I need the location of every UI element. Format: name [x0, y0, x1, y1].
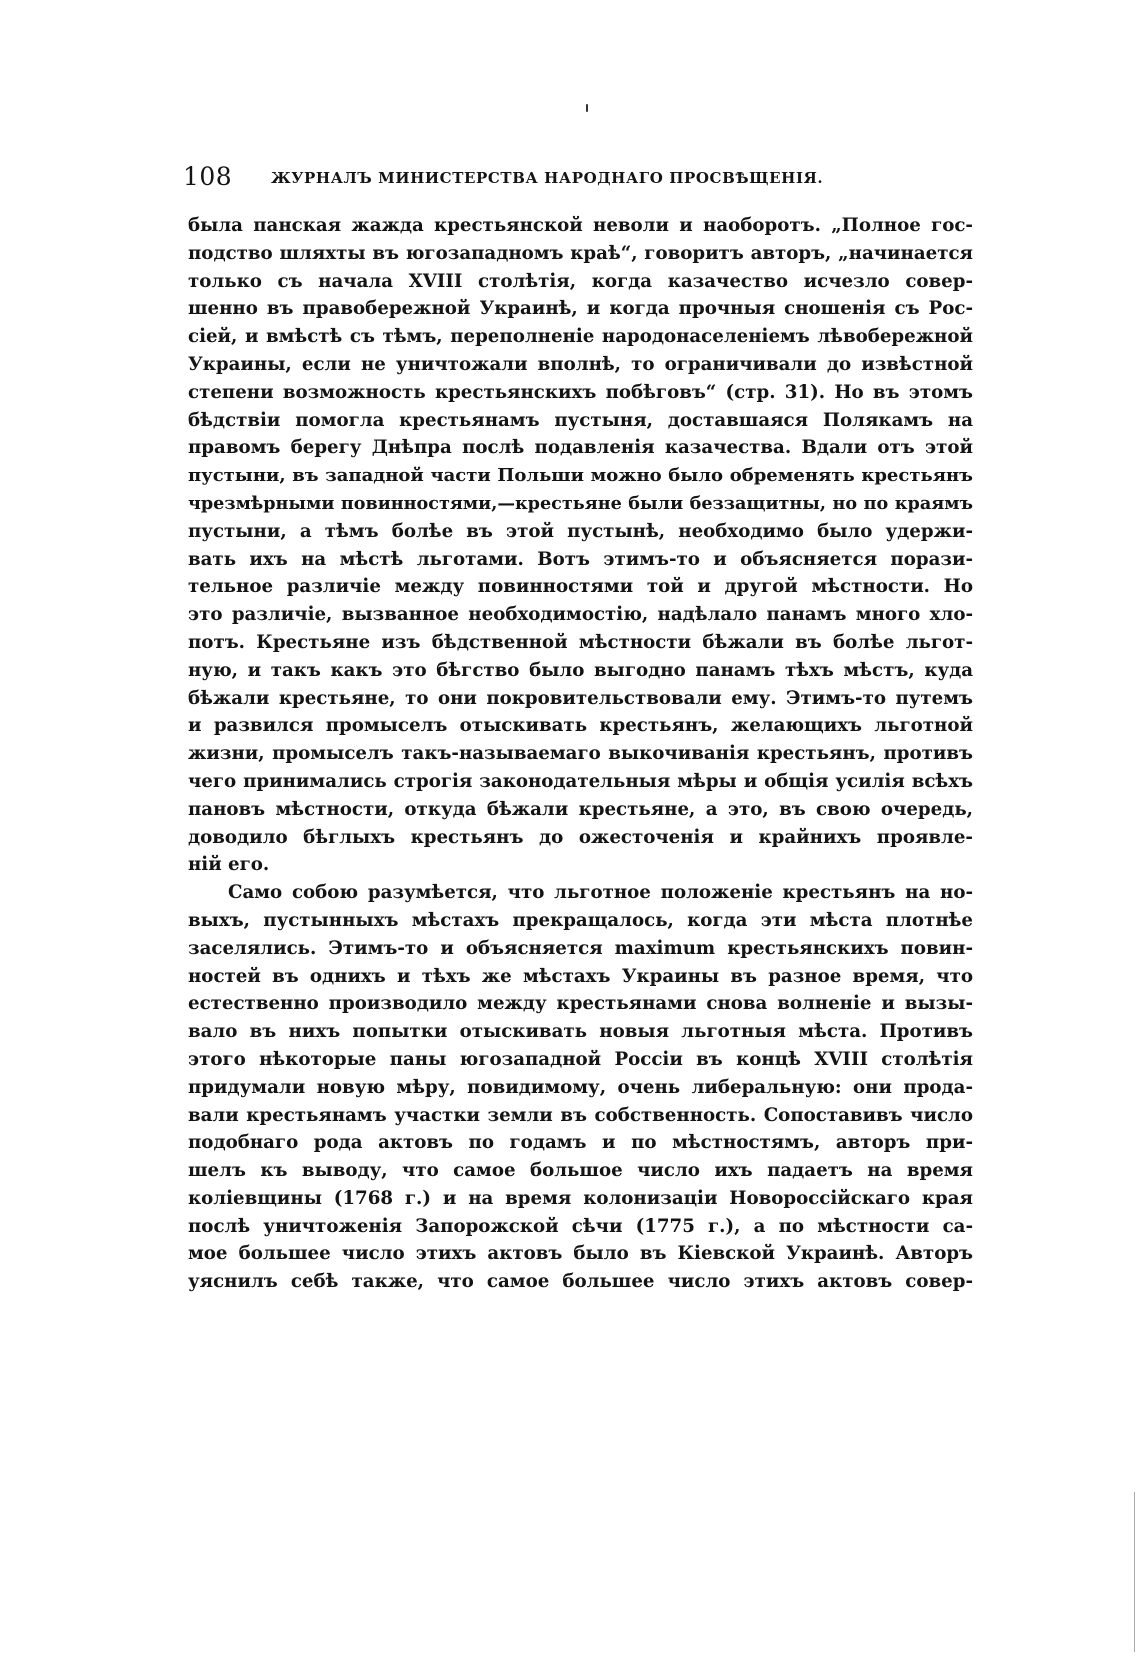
- page-number: 108: [183, 162, 233, 191]
- text-line: ній его.: [188, 854, 270, 876]
- paragraph-2: [188, 879, 973, 1296]
- text-line: вали крестьянамъ участки земли въ собственность. Сопоставивъ число: [188, 1104, 973, 1126]
- text-line: шелъ къ выводу, что самое большое число ихъ падаетъ на время: [188, 1160, 973, 1182]
- text-line: это различіе, вызванное необходимостію, надѣлало панамъ много хло-: [188, 604, 973, 626]
- text-line: пустыни, а тѣмъ болѣе въ этой пустынѣ, необходимо было удержи-: [188, 520, 973, 542]
- text-line: Украины, если не уничтожали вполнѣ, то ограничивали до извѣстной: [188, 353, 973, 375]
- text-line: только съ начала XVIII столѣтія, когда казачество исчезло совер-: [188, 270, 973, 292]
- text-line: мое большее число этихъ актовъ было въ Кіевской Украинѣ. Авторъ: [188, 1243, 973, 1265]
- page-header: [183, 162, 983, 202]
- text-line: вать ихъ на мѣстѣ льготами. Вотъ этимъ-то и объясняется порази-: [188, 548, 973, 570]
- text-line: естественно производило между крестьянами снова волненіе и вызы-: [188, 993, 973, 1015]
- text-line: придумали новую мѣру, повидимому, очень либеральную: они прода-: [188, 1076, 973, 1098]
- scan-edge-line: [1134, 1492, 1135, 1652]
- text-line: заселялись. Этимъ-то и объясняется maximum крестьянскихъ повин-: [188, 937, 973, 959]
- text-line: ностей въ однихъ и тѣхъ же мѣстахъ Украины въ разное время, что: [188, 965, 973, 987]
- text-line: пановъ мѣстности, откуда бѣжали крестьяне, а это, въ свою очередь,: [188, 798, 973, 820]
- text-line: послѣ уничтоженія Запорожской сѣчи (1775 г.), а по мѣстности са-: [188, 1215, 973, 1237]
- body-text: [188, 212, 973, 1296]
- text-line: пустыни, въ западной части Польши можно было обременять крестьянъ: [188, 465, 973, 487]
- text-line: ную, и такъ какъ это бѣгство было выгодно панамъ тѣхъ мѣстъ, куда: [188, 659, 973, 681]
- paragraph-1: [188, 212, 973, 879]
- text-line: бѣдствіи помогла крестьянамъ пустыня, доставшаяся Полякамъ на: [188, 409, 973, 431]
- text-line: чрезмѣрными повинностями,—крестьяне были беззащитны, но по краямъ: [188, 492, 973, 514]
- text-line: правомъ берегу Днѣпра послѣ подавленія казачества. Вдали отъ этой: [188, 437, 973, 459]
- text-line: этого нѣкоторые паны югозападной Россіи въ концѣ XVIII столѣтія: [188, 1048, 973, 1070]
- text-line: бѣжали крестьяне, то они покровительствовали ему. Этимъ-то путемъ: [188, 687, 973, 709]
- text-line: доводило бѣглыхъ крестьянъ до ожесточенія и крайнихъ проявле-: [188, 826, 973, 848]
- text-line: была панская жажда крестьянской неволи и наоборотъ. „Полное гос-: [188, 215, 973, 236]
- text-line: вало въ нихъ попытки отыскивать новыя льготныя мѣста. Противъ: [188, 1021, 973, 1043]
- text-line: и развился промыселъ отыскивать крестьянъ, желающихъ льготной: [188, 715, 973, 737]
- print-speck: [586, 104, 588, 112]
- text-line: подобнаго рода актовъ по годамъ и по мѣстностямъ, авторъ при-: [188, 1132, 973, 1154]
- text-line: подство шляхты въ югозападномъ краѣ“, говоритъ авторъ, „начинается: [188, 242, 973, 264]
- text-line: Само собою разумѣется, что льготное положеніе крестьянъ на но-: [228, 882, 973, 904]
- text-line: выхъ, пустынныхъ мѣстахъ прекращалось, когда эти мѣста плотнѣе: [188, 909, 973, 931]
- text-line: сіей, и вмѣстѣ съ тѣмъ, переполненіе народонаселеніемъ лѣвобережной: [188, 326, 973, 348]
- text-line: уяснилъ себѣ также, что самое большее число этихъ актовъ совер-: [188, 1271, 973, 1293]
- text-line: жизни, промыселъ такъ-называемаго выкочиванія крестьянъ, противъ: [188, 743, 973, 765]
- running-head: ЖУРНАЛЪ МИНИСТЕРСТВА НАРОДНАГО ПРОСВѢЩЕНІЯ.: [271, 169, 824, 187]
- text-line: потъ. Крестьяне изъ бѣдственной мѣстности бѣжали въ болѣе льгот-: [188, 631, 973, 653]
- text-line: тельное различіе между повинностями той и другой мѣстности. Но: [188, 576, 973, 598]
- text-line: степени возможность крестьянскихъ побѣговъ“ (стр. 31). Но въ этомъ: [188, 381, 973, 403]
- text-line: шенно въ правобережной Украинѣ, и когда прочныя сношенія съ Рос-: [188, 298, 973, 320]
- text-line: чего принимались строгія законодательныя мѣры и общія усилія всѣхъ: [188, 770, 973, 792]
- text-line: коліевщины (1768 г.) и на время колонизаціи Новороссійскаго края: [188, 1187, 973, 1209]
